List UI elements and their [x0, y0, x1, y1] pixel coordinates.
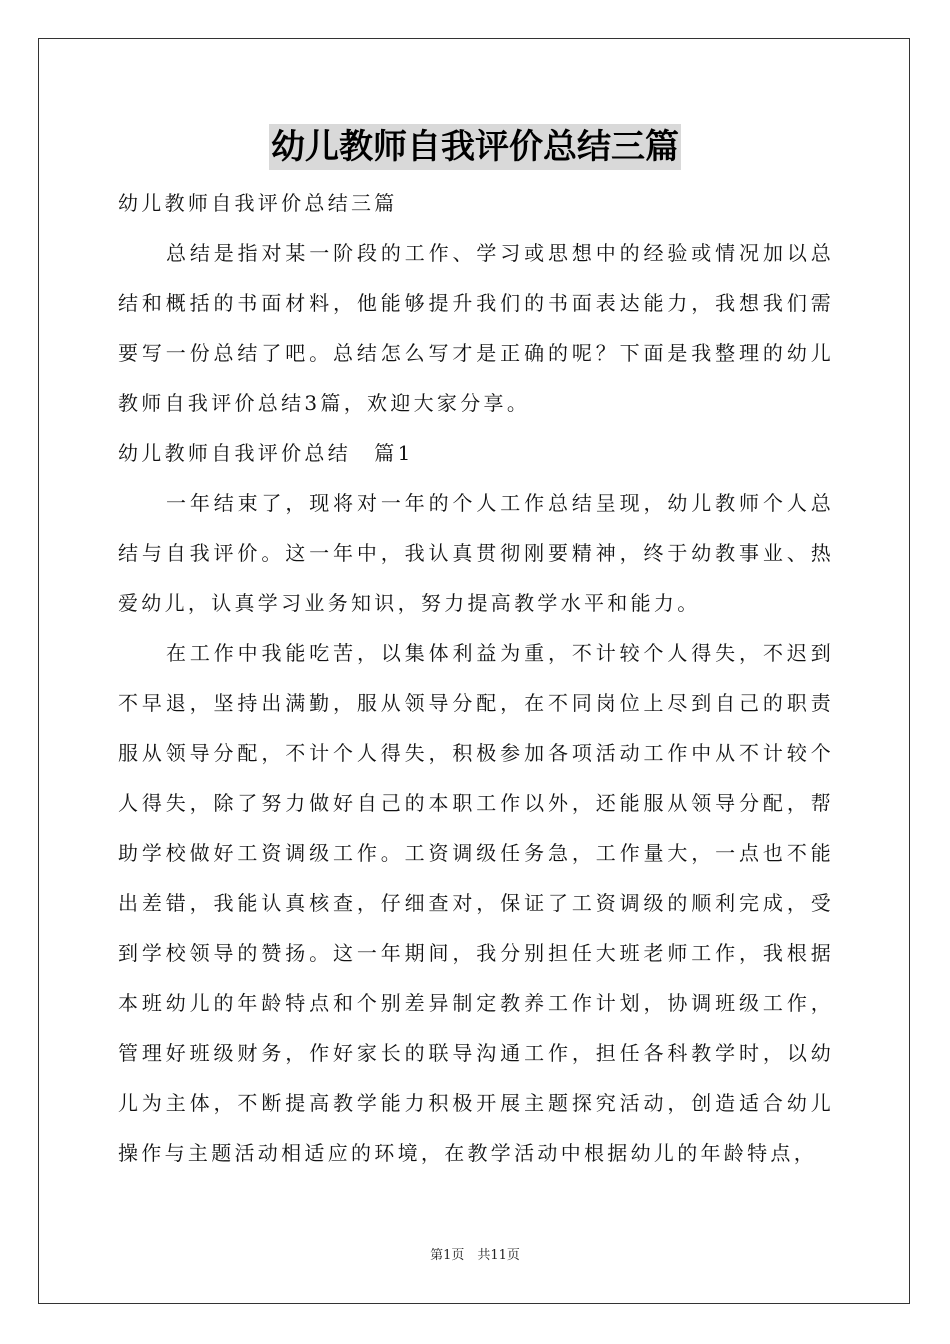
section-heading: 幼儿教师自我评价总结 篇1: [118, 441, 414, 465]
document-subtitle: 幼儿教师自我评价总结三篇: [118, 191, 398, 215]
intro-paragraph: 总结是指对某一阶段的工作、学习或思想中的经验或情况加以总结和概括的书面材料，他能够提升我们的书面表达能力，我想我们需要写一份总结了吧。总结怎么写才是正确的呢？下面是我整理的幼儿教师自我评价总结3篇，欢迎大家分享。: [118, 241, 834, 415]
document-body: [118, 178, 834, 1178]
body-paragraph-2: 在工作中我能吃苦，以集体利益为重，不计较个人得失，不迟到不早退，坚持出满勤，服从领导分配，在不同岗位上尽到自己的职责服从领导分配，不计个人得失，积极参加各项活动工作中从不计较个人得失，除了努力做好自己的本职工作以外，还能服从领导分配，帮助学校做好工资调级工作。工资调级任务急，工作量大，一点也不能出差错，我能认真核查，仔细查对，保证了工资调级的顺利完成，受到学校领导的赞扬。这一年期间，我分别担任大班老师工作，我根据本班幼儿的年龄特点和个别差异制定教养工作计划，协调班级工作，管理好班级财务，作好家长的联导沟通工作，担任各科教学时，以幼儿为主体，不断提高教学能力积极开展主题探究活动，创造适合幼儿操作与主题活动相适应的环境，在教学活动中根据幼儿的年龄特点，: [118, 641, 834, 1165]
title-container: [0, 124, 950, 170]
document-title: 幼儿教师自我评价总结三篇: [269, 124, 681, 170]
body-paragraph-1: 一年结束了，现将对一年的个人工作总结呈现，幼儿教师个人总结与自我评价。这一年中，我认真贯彻刚要精神，终于幼教事业、热爱幼儿，认真学习业务知识，努力提高教学水平和能力。: [118, 491, 834, 615]
page-footer: 第1页 共11页: [430, 1248, 520, 1263]
